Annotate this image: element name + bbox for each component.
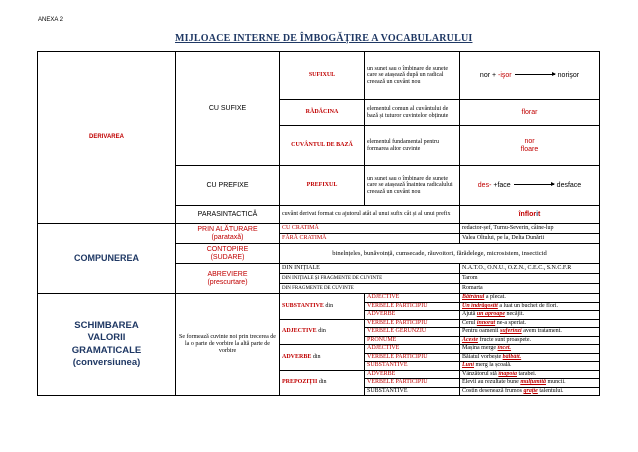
arrow-icon (515, 74, 555, 75)
contopire-label (176, 244, 280, 264)
target-din: din (316, 328, 326, 335)
sufix-example-result: norişor (557, 71, 580, 79)
example-11 (460, 387, 600, 396)
prefixul-definition: un sunet sau o îmbinare de sunete care se atașează înaintea radicalului creează un cuvânt nou (365, 166, 460, 206)
abreviere-paren: (prescurtare) (207, 278, 248, 286)
source-3: VERBELE PARTICIPIU (365, 319, 460, 328)
cu-cratima-example: redactor-șef, Turnu-Severin, câine-lup (460, 224, 600, 234)
example-3-pre: Cerul (462, 319, 477, 326)
example-11-pre: Costin desenează frumos (462, 387, 524, 394)
example-5-mark: Aceste (462, 336, 478, 343)
cuvant-baza-label: CUVÂNTUL DE BAZĂ (280, 126, 365, 166)
alaturare-title: PRIN ALĂTURARE (197, 225, 258, 233)
annex-label: ANEXA 2 (38, 17, 64, 23)
radacina-definition: elementul comun al cuvântului de bază și tuturor cuvintelor obținute (365, 100, 460, 126)
sufix-example-suffix: -işor (498, 71, 512, 79)
target-substantive-label: SUBSTANTIVE (282, 302, 324, 309)
example-7-pre: Băiatul vorbește (462, 353, 503, 360)
target-adjective (280, 319, 365, 345)
cuvant-baza-example-1: nor (524, 137, 535, 145)
parasintactica-example-part1: înflor (518, 210, 537, 218)
example-5 (460, 336, 600, 345)
example-1-rest: a luat un buchet de flori. (497, 302, 559, 309)
example-4-pre: Pentru oamenii (462, 328, 500, 335)
target-substantive (280, 294, 365, 320)
example-3-rest: ne-a speriat. (495, 319, 527, 326)
target-din: din (311, 353, 321, 360)
schimbarea-label (38, 294, 176, 396)
example-10 (460, 379, 600, 388)
initiale-fragm-example: Tarom (460, 274, 600, 284)
target-adverbe (280, 345, 365, 371)
example-1 (460, 302, 600, 311)
example-0-mark: Bătrânul (462, 294, 485, 301)
cuvant-baza-example (460, 126, 600, 166)
example-8-mark: Luni (462, 362, 475, 369)
source-7: VERBELE PARTICIPIU (365, 353, 460, 362)
schimbarea-line-1: SCHIMBAREA (74, 319, 139, 331)
target-prepozitii-label: PREPOZIȚII (282, 379, 318, 386)
source-2: ADVERBE (365, 311, 460, 320)
source-1: VERBELE PARTICIPIU (365, 302, 460, 311)
source-11: SUBSTANTIVE (365, 387, 460, 396)
schimbarea-description: Se formează cuvinte noi prin trecerea de la o parte de vorbire la altă parte de vorbire (176, 294, 280, 396)
example-10-mark: mulțumită (520, 379, 546, 386)
alaturare-paren: (parataxă) (211, 233, 244, 241)
example-2-mark: un aproape (476, 311, 506, 318)
example-4 (460, 328, 600, 337)
radacina-example: florar (460, 100, 600, 126)
prefix-example-result: desface (556, 181, 582, 189)
prefixul-label: PREFIXUL (280, 166, 365, 206)
example-9 (460, 370, 600, 379)
cuvant-baza-definition: elementul fundamental pentru formarea altor cuvinte (365, 126, 460, 166)
abreviere-label (176, 264, 280, 294)
target-din: din (323, 302, 334, 309)
target-adverbe-label: ADVERBE (282, 353, 312, 360)
parasintactica-example-part2: i (536, 210, 539, 218)
example-6-mark: încet. (497, 345, 512, 352)
example-10-rest: muncii. (546, 379, 566, 386)
arrow-icon (514, 184, 554, 185)
source-6: ADJECTIVE (365, 345, 460, 354)
radacina-label: RĂDĂCINA (280, 100, 365, 126)
derivarea-label: DERIVAREA (38, 52, 176, 224)
schimbarea-line-2: VALORII (87, 332, 126, 344)
prefix-example-base: +face (491, 181, 511, 189)
fara-cratima-label: FĂRĂ CRATIMĂ (280, 234, 460, 244)
example-11-mark: grație (523, 387, 538, 394)
prefixe-label: CU PREFIXE (176, 166, 280, 206)
contopire-example: binelnțeles, bunăvoință, cumsecade, răuvoitori, fărădelege, microsistem, insecticid (280, 244, 600, 264)
example-1-mark: Un îndrăgostit (462, 302, 498, 309)
example-7 (460, 353, 600, 362)
parasintactica-example (460, 206, 600, 224)
schimbarea-line-4: (conversiunea) (72, 356, 141, 368)
source-0: ADJECTIVE (365, 294, 460, 303)
example-4-rest: avem tratament. (521, 328, 562, 335)
source-8: SUBSTANTIVE (365, 362, 460, 371)
example-5-rest: fructe sunt proaspete. (478, 336, 531, 343)
example-7-mark: bâlbâit. (502, 353, 522, 360)
example-8 (460, 362, 600, 371)
fragmente-label: DIN FRAGMENTE DE CUVINTE (280, 284, 460, 294)
initiale-label: DIN INIȚIALE (280, 264, 460, 274)
example-2-pre: Ajută (462, 311, 477, 318)
source-4: VERBELE GERUNZIU (365, 328, 460, 337)
compunerea-label: COMPUNEREA (38, 224, 176, 294)
example-6 (460, 345, 600, 354)
example-9-pre: Vânzătorul stă (462, 370, 499, 377)
example-10-pre: Elevii au rezultate bune (462, 379, 521, 386)
schimbarea-line-3: GRAMATICALE (71, 344, 142, 356)
parasintactica-label: PARASINTACTICĂ (176, 206, 280, 224)
sufixul-label: SUFIXUL (280, 52, 365, 100)
contopire-title: CONTOPIRE (206, 245, 249, 253)
parasintactica-definition: cuvânt derivat format cu ajutorul atât al unui sufix cât și al unui prefix (280, 206, 460, 224)
example-8-rest: merg la școală. (474, 362, 512, 369)
example-2 (460, 311, 600, 320)
target-din: din (317, 379, 327, 386)
sufix-example (460, 52, 600, 100)
fara-cratima-example: Valea Oltului, pe la, Delta Dunării (460, 234, 600, 244)
example-0-rest: a plecat. (484, 294, 506, 301)
source-9: ADVERBE (365, 370, 460, 379)
sufixe-label: CU SUFIXE (176, 52, 280, 166)
vocabulary-table (37, 51, 600, 396)
initiale-example: N.A.T.O., O.N.U., O.Z.N., C.E.C., S.N.C.F.R (460, 264, 600, 274)
example-9-mark: înapoia (498, 370, 517, 377)
prefix-example-prefix: des- (477, 181, 492, 189)
target-adjective-label: ADJECTIVE (282, 328, 317, 335)
example-11-rest: talentului. (537, 387, 564, 394)
cu-cratima-label: CU CRATIMĂ (280, 224, 460, 234)
example-2-rest: necăjit. (505, 311, 525, 318)
target-prepozitii (280, 370, 365, 396)
initiale-fragm-label: DIN INIȚIALE ȘI FRAGMENTE DE CUVINTE (280, 274, 460, 284)
prefix-example (460, 166, 600, 206)
example-3-mark: înnorat (476, 319, 496, 326)
example-4-mark: suferinzi (500, 328, 522, 335)
contopire-paren: (SUDARE) (210, 253, 245, 261)
example-0 (460, 294, 600, 303)
cuvant-baza-example-2: floare (520, 145, 539, 153)
example-3 (460, 319, 600, 328)
example-9-rest: tarabei. (517, 370, 537, 377)
source-10: VERBELE PARTICIPIU (365, 379, 460, 388)
page-title: MIJLOACE INTERNE DE ÎMBOGĂȚIRE A VOCABULARULUI (175, 33, 473, 44)
abreviere-title: ABREVIERE (207, 270, 248, 278)
sufixul-definition: un sunet sau o îmbinare de sunete care se atașează după un radical creează un cuvânt nou (365, 52, 460, 100)
fragmente-example: Romarta (460, 284, 600, 294)
parasintactica-example-part3: t (538, 210, 541, 218)
example-6-pre: Mașina merge (462, 345, 498, 352)
sufix-example-base: nor + (479, 71, 499, 79)
source-5: PRONUME (365, 336, 460, 345)
alaturare-label (176, 224, 280, 244)
